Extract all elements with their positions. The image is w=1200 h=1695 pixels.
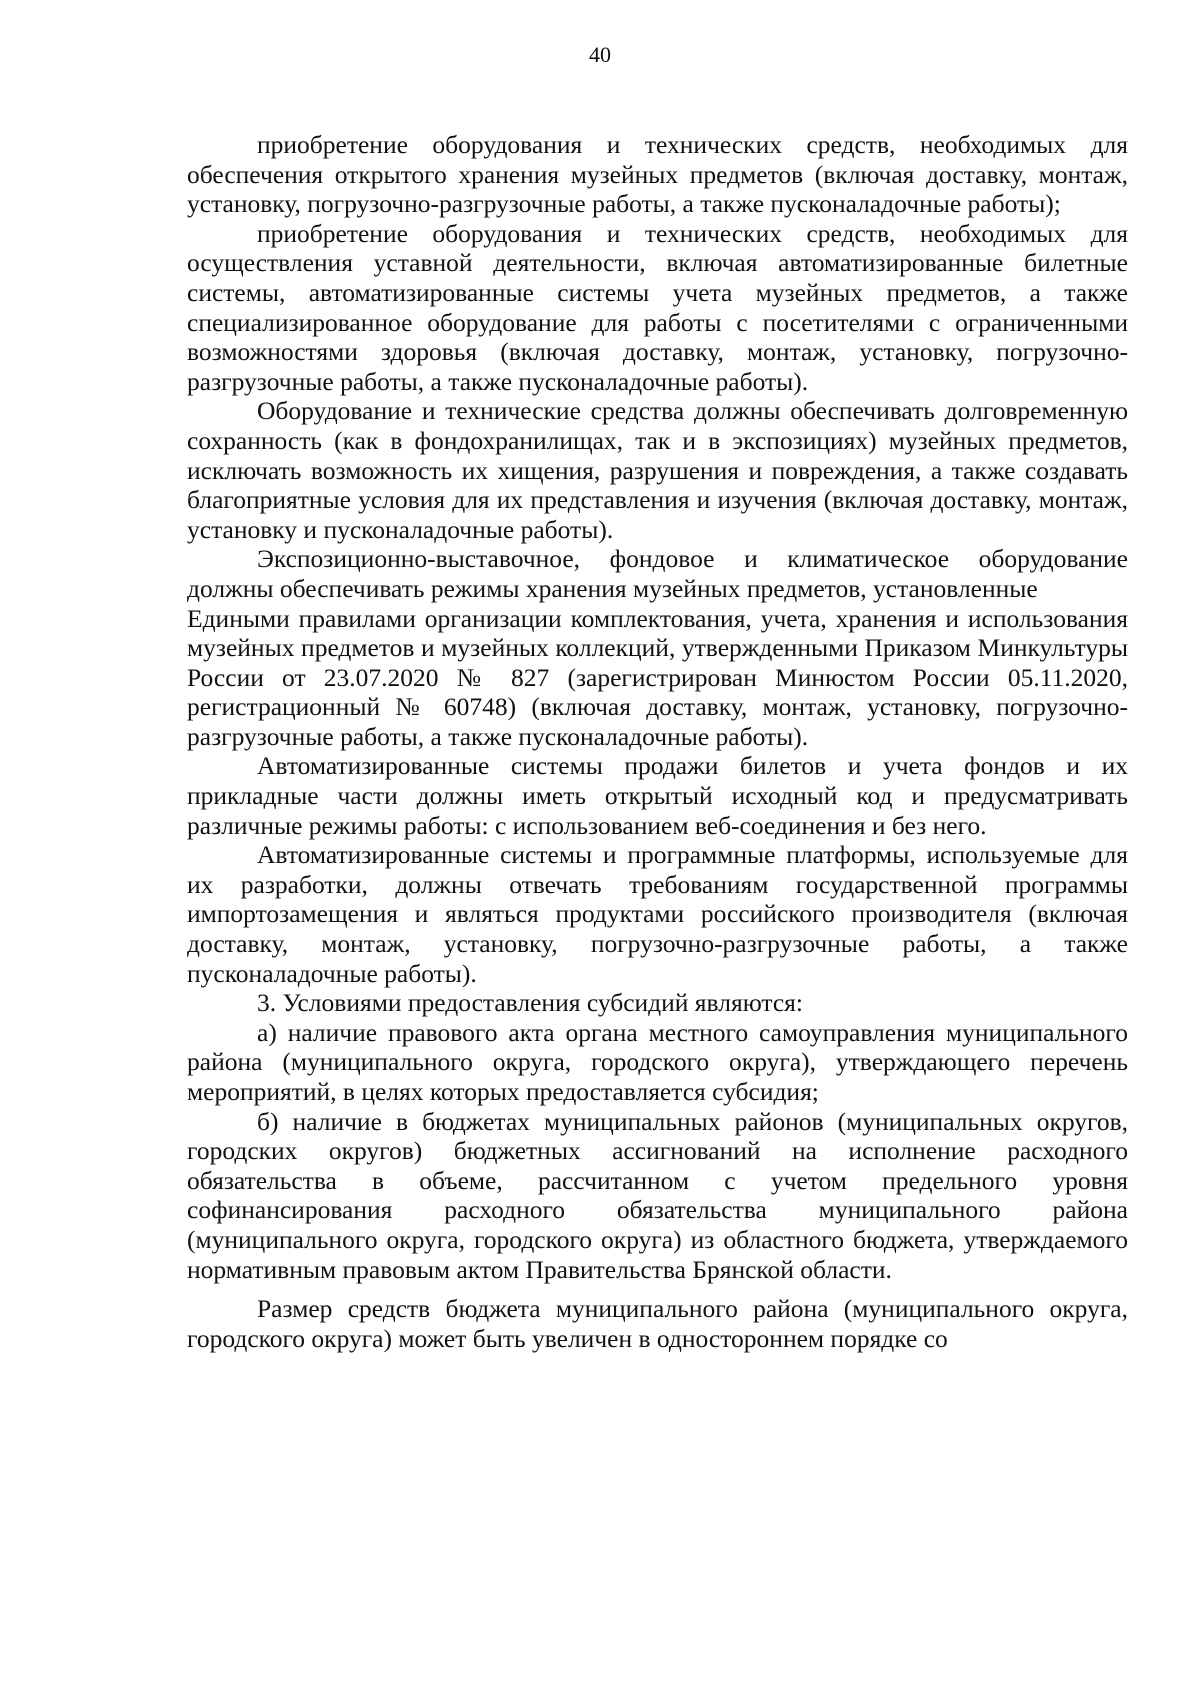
paragraph-software-platforms: Автоматизированные системы и программные платформы, используемые для их разработки, должны отвечать требованиям государственной программы импортозамещения и являться продуктами российского производителя (включая доставку, монтаж, установку, погрузочно-разгрузочные работы, а также пусконаладочные работы). bbox=[187, 840, 1128, 988]
paragraph-subsidy-conditions: 3. Условиями предоставления субсидий являются: bbox=[257, 988, 803, 1018]
page-number: 40 bbox=[589, 42, 611, 67]
paragraph-ticket-systems: Автоматизированные системы продажи билетов и учета фондов и их прикладные части должны иметь открытый исходный код и предусматривать различные режимы работы: с использованием веб-соединения и без него. bbox=[187, 751, 1128, 840]
document-body bbox=[187, 130, 1128, 1353]
paragraph-equipment-open-storage: приобретение оборудования и технических средств, необходимых для обеспечения открытого хранения музейных предметов (включая доставку, монтаж, установку, погрузочно-разгрузочные работы, а также пусконаладочные работы); bbox=[187, 130, 1128, 219]
paragraph-budget-size: Размер средств бюджета муниципального района (муниципального округа, городского округа) может быть увеличен в одностороннем порядке со bbox=[187, 1294, 1128, 1353]
paragraph-equipment-requirements: Оборудование и технические средства должны обеспечивать долговременную сохранность (как в фондохранилищах, так и в экспозициях) музейных предметов, исключать возможность их хищения, разрушения и повреждения, а также создавать благоприятные условия для их представления и изучения (включая доставку, монтаж, установку и пусконаладочные работы). bbox=[187, 396, 1128, 544]
paragraph-condition-b: б) наличие в бюджетах муниципальных районов (муниципальных округов, городских округов) бюджетных ассигнований на исполнение расходного обязательства в объеме, рассчитанном с учетом предельного уровня софинансирования расходного обязательства муниципального района (муниципального округа, городского округа) из областного бюджета, утверждаемого нормативным правовым актом Правительства Брянской области. bbox=[187, 1106, 1128, 1284]
paragraph-exhibition-equipment: Экспозиционно-выставочное, фондовое и климатическое оборудование должны обеспечивать режимы хранения музейных предметов, установленные bbox=[187, 544, 1128, 603]
paragraph-unified-rules: Едиными правилами организации комплектования, учета, хранения и использования музейных предметов и музейных коллекций, утвержденными Приказом Минкультуры России от 23.07.2020 № 827 (зарегистрирован Минюстом России 05.11.2020, регистрационный № 60748) (включая доставку, монтаж, установку, погрузочно-разгрузочные работы, а также пусконаладочные работы). bbox=[187, 603, 1128, 751]
paragraph-equipment-statutory-activity: приобретение оборудования и технических средств, необходимых для осуществления уставной деятельности, включая автоматизированные билетные системы, автоматизированные системы учета музейных предметов, а также специализированное оборудование для работы с посетителями с ограниченными возможностями здоровья (включая доставку, монтаж, установку, погрузочно-разгрузочные работы, а также пусконаладочные работы). bbox=[187, 218, 1128, 396]
paragraph-condition-a: а) наличие правового акта органа местного самоуправления муниципального района (муниципального округа, городского округа), утверждающего перечень мероприятий, в целях которых предоставляется субсидия; bbox=[187, 1017, 1128, 1106]
